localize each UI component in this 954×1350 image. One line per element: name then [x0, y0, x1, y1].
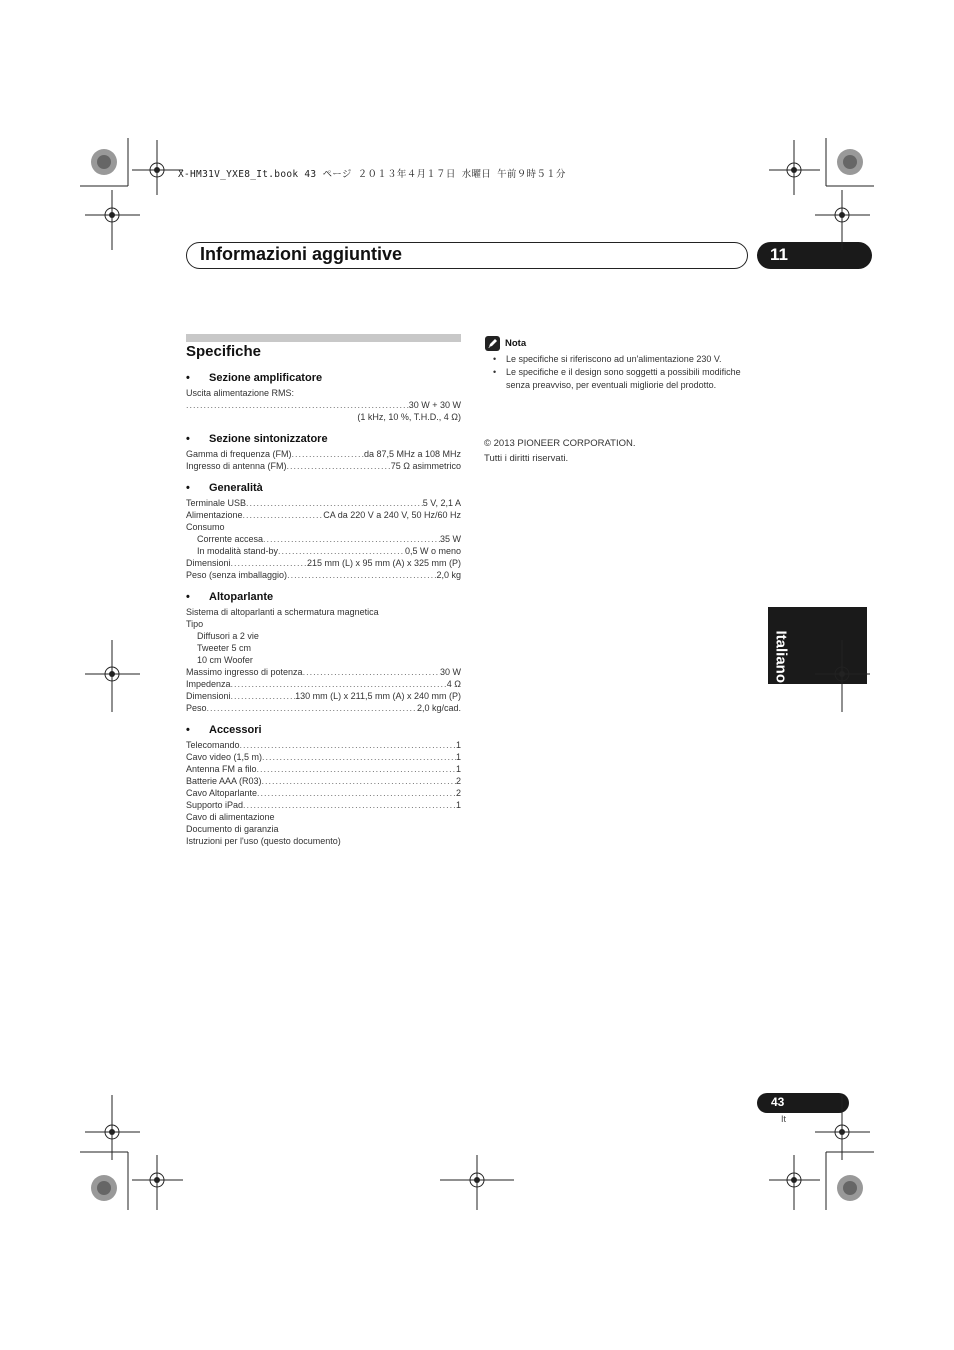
spec-value: 30 W + 30 W: [408, 400, 461, 410]
spec-label: Impedenza: [186, 679, 231, 689]
spec-value: CA da 220 V a 240 V, 50 Hz/60 Hz: [323, 510, 461, 520]
spec-value: 1: [455, 752, 461, 762]
note-item-text: Le specifiche e il design sono soggetti a possibili modifiche senza preavviso, per eventuali migliorie del prodotto.: [506, 367, 741, 390]
copyright-line: © 2013 PIONEER CORPORATION.: [484, 438, 636, 449]
spec-label: Cavo Altoparlante: [186, 788, 258, 798]
bullet-icon: •: [186, 372, 190, 384]
spec-label: Peso (senza imballaggio): [186, 570, 288, 580]
spec-text: Cavo di alimentazione: [186, 812, 275, 822]
spec-value: 215 mm (L) x 95 mm (A) x 325 mm (P): [306, 558, 461, 568]
bullet-icon: •: [186, 724, 190, 736]
spec-group-heading-text: Altoparlante: [209, 591, 274, 603]
print-header: X-HM31V_YXE8_It.book 43 ページ ２０１３年４月１７日 水曜日 午前９時５１分: [178, 169, 566, 180]
bullet-icon: •: [186, 433, 190, 445]
spec-value: 1: [455, 800, 461, 810]
spec-text: Uscita alimentazione RMS:: [186, 388, 295, 398]
section-title: Specifiche: [186, 343, 262, 360]
spec-label: Dimensioni: [186, 691, 231, 701]
spec-text: Sistema di altoparlanti a schermatura magnetica: [186, 607, 379, 617]
spec-group-heading-text: Accessori: [209, 724, 262, 736]
spec-value: 35 W: [439, 534, 461, 544]
note-item: • Le specifiche si riferiscono ad un'alimentazione 230 V.: [493, 354, 722, 364]
spec-label: Ingresso di antenna (FM): [186, 461, 287, 471]
spec-label: Supporto iPad: [186, 800, 244, 810]
spec-value: 0,5 W o meno: [404, 546, 461, 556]
spec-group-heading-text: Sezione amplificatore: [209, 372, 323, 384]
spec-value: 4 Ω: [446, 679, 461, 689]
copyright-line: Tutti i diritti riservati.: [484, 453, 569, 464]
spec-value: 2: [455, 776, 461, 786]
spec-text: Istruzioni per l'uso (questo documento): [186, 836, 341, 846]
spec-value: 5 V, 2,1 A: [422, 498, 461, 508]
language-tab-label: Italiano: [772, 630, 790, 684]
spec-text: 10 cm Woofer: [197, 655, 253, 665]
bullet-icon: •: [186, 591, 190, 603]
spec-value: 2,0 kg/cad.: [416, 703, 461, 713]
spec-text: Diffusori a 2 vie: [197, 631, 259, 641]
spec-text: Tipo: [186, 619, 204, 629]
spec-value: 130 mm (L) x 211,5 mm (A) x 240 mm (P): [295, 691, 461, 701]
spec-group-heading-text: Generalità: [209, 482, 263, 494]
spec-label: Alimentazione: [186, 510, 243, 520]
note-label: Nota: [505, 338, 527, 349]
spec-text: Documento di garanzia: [186, 824, 279, 834]
spec-label: Dimensioni: [186, 558, 231, 568]
spec-label: Massimo ingresso di potenza: [186, 667, 303, 677]
spec-text: (1 kHz, 10 %, T.H.D., 4 Ω): [357, 412, 461, 422]
bullet-icon: •: [186, 482, 190, 494]
spec-value: 30 W: [439, 667, 461, 677]
spec-label: Batterie AAA (R03): [186, 776, 262, 786]
page-number: 43: [771, 1095, 785, 1109]
spec-label: Telecomando: [186, 740, 240, 750]
page-language-code: It: [781, 1114, 787, 1124]
chapter-number: 11: [770, 245, 788, 264]
spec-label: Corrente accesa: [197, 534, 264, 544]
spec-value: 75 Ω asimmetrico: [390, 461, 461, 471]
spec-label: In modalità stand-by: [197, 546, 279, 556]
note-item: • Le specifiche e il design sono soggetti a possibili modifiche senza preavviso, per eventuali migliorie del prodotto.: [493, 367, 741, 390]
note-item-text: Le specifiche si riferiscono ad un'alimentazione 230 V.: [506, 354, 722, 364]
spec-group-heading-text: Sezione sintonizzatore: [209, 433, 328, 445]
page-title: Informazioni aggiuntive: [200, 244, 403, 264]
spec-label: Terminale USB: [186, 498, 247, 508]
spec-value: 2,0 kg: [436, 570, 461, 580]
spec-label: Peso: [186, 703, 207, 713]
spec-label: Cavo video (1,5 m): [186, 752, 263, 762]
spec-value: 1: [455, 764, 461, 774]
spec-value: 1: [455, 740, 461, 750]
spec-value: 2: [455, 788, 461, 798]
spec-value: da 87,5 MHz a 108 MHz: [363, 449, 461, 459]
spec-label: Gamma di frequenza (FM): [186, 449, 292, 459]
spec-text: Consumo: [186, 522, 225, 532]
spec-text: Tweeter 5 cm: [197, 643, 252, 653]
spec-label: Antenna FM a filo: [186, 764, 257, 774]
